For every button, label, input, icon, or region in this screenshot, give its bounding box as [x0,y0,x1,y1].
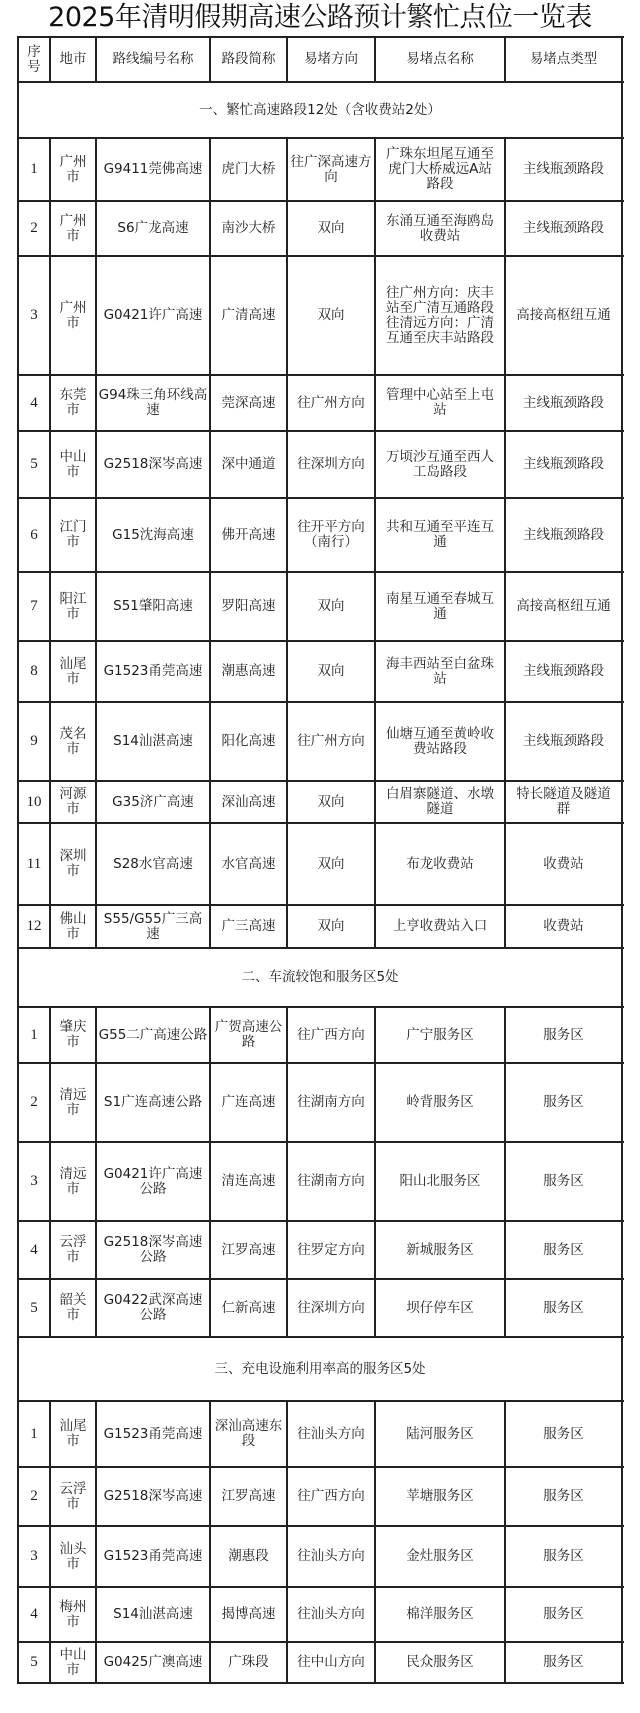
row-number: 3 [30,307,38,323]
table-rule [95,1400,97,1684]
direction: 往广州方向 [297,394,365,411]
segment-name: 罗阳高速 [221,598,276,614]
route-name: G35济广高速 [112,793,194,810]
table-rule [18,1525,624,1527]
city: 茂名市 [59,725,87,757]
congestion-point: 棉洋服务区 [406,1606,474,1622]
congestion-point: 上亨收费站入口 [392,918,488,934]
route-name: G94珠三角环线高速 [98,387,208,418]
point-type: 主线瓶颈路段 [523,220,604,236]
point-type: 服务区 [543,1241,584,1258]
congestion-point: 白眉寨隧道、水墩隧道 [386,786,494,817]
point-type: 服务区 [543,1488,584,1504]
row-number: 4 [30,394,38,411]
table-rule [504,1006,506,1338]
row-number: 2 [30,220,38,236]
segment-name: 广三高速 [221,918,276,934]
congestion-point: 阳山北服务区 [399,1173,481,1189]
table-rule [209,137,211,949]
table-rule [18,571,624,573]
table-rule [18,497,624,499]
row-number: 5 [30,1654,38,1670]
segment-name: 莞深高速 [221,394,276,411]
point-type: 服务区 [543,1654,584,1670]
table-rule [18,640,624,642]
congestion-point: 东涌互通至海鸥岛收费站 [386,212,494,244]
table-rule [18,200,624,202]
segment-name: 南沙大桥 [221,220,276,236]
row-number: 2 [30,1488,38,1504]
segment-name: 水官高速 [221,855,276,872]
segment-name: 深汕高速东段 [214,1418,283,1449]
congestion-point: 坝仔停车区 [406,1299,474,1316]
point-type: 主线瓶颈路段 [523,161,604,177]
table-rule [286,137,288,949]
city: 云浮市 [59,1480,87,1512]
direction: 往深圳方向 [297,1299,365,1316]
row-number: 7 [30,598,38,614]
table-rule [286,1400,288,1684]
table-rule [18,1062,624,1064]
column-header: 路线编号名称 [112,51,194,67]
table-rule [95,1006,97,1338]
table-rule [18,36,624,38]
point-type: 主线瓶颈路段 [523,526,604,543]
direction: 往广州方向 [297,733,365,749]
section-heading: 三、充电设施利用率高的服务区5处 [214,1360,426,1377]
congestion-point: 万顷沙互通至西人工岛路段 [386,448,494,480]
direction: 往开平方向（南行） [297,519,365,550]
table-rule [18,1220,624,1222]
table-rule [18,1278,624,1280]
segment-name: 江罗高速 [221,1488,276,1504]
city: 清远市 [59,1165,87,1197]
table-rule [374,36,376,83]
point-type: 主线瓶颈路段 [523,394,604,411]
point-type: 服务区 [543,1173,584,1189]
direction: 双向 [317,793,345,810]
table-rule [18,1006,624,1008]
row-number: 3 [30,1173,38,1189]
city: 广州市 [59,299,87,331]
table-rule [504,1400,506,1684]
direction: 往深圳方向 [297,456,365,472]
row-number: 5 [30,456,38,472]
row-number: 8 [30,663,38,679]
route-name: S1广连高速公路 [103,1094,203,1110]
route-name: G1523甬莞高速 [103,663,203,679]
city: 云浮市 [59,1234,87,1265]
route-name: G0425广澳高速 [103,1654,203,1670]
segment-name: 广珠段 [228,1654,269,1670]
row-number: 3 [30,1548,38,1564]
table-rule [209,36,211,83]
column-header: 地市 [59,51,87,67]
table-rule [18,430,624,432]
segment-name: 潮惠高速 [221,663,276,679]
city: 梅州市 [59,1598,87,1630]
direction: 往广深高速方向 [290,153,372,185]
row-number: 1 [30,1425,38,1442]
city: 韶关市 [59,1292,87,1323]
city: 中山市 [59,448,87,480]
city: 广州市 [59,153,87,185]
route-name: S14汕湛高速 [113,733,193,749]
route-name: S55/G55广三高速 [103,910,203,942]
congestion-point: 金灶服务区 [406,1548,474,1564]
route-name: G0421许广高速 [103,307,203,323]
table-rule [49,36,51,83]
segment-name: 佛开高速 [221,526,276,543]
table-rule [374,137,376,949]
direction: 往湖南方向 [297,1094,365,1110]
route-name: G0422武深高速公路 [103,1292,203,1323]
table-rule [374,1006,376,1338]
route-name: S51肇阳高速 [113,598,193,614]
table-rule [18,822,624,824]
city: 佛山市 [59,910,87,942]
city: 东莞市 [59,387,87,418]
table-rule [18,374,624,376]
point-type: 收费站 [543,855,584,872]
route-name: G1523甬莞高速 [103,1548,203,1564]
direction: 往广西方向 [297,1488,365,1504]
table-rule [18,1466,624,1468]
point-type: 高接高枢纽互通 [516,598,611,614]
city: 清远市 [59,1086,87,1118]
table-rule [504,137,506,949]
table-rule [18,1682,624,1684]
table-rule [18,947,624,949]
point-type: 主线瓶颈路段 [523,456,604,472]
table-rule [17,36,19,1684]
point-type: 主线瓶颈路段 [523,733,604,749]
segment-name: 江罗高速 [221,1241,276,1258]
section-heading: 二、车流较饱和服务区5处 [241,969,399,985]
table-rule [49,137,51,949]
direction: 往汕头方向 [297,1425,365,1442]
route-name: G15沈海高速 [112,526,194,543]
congestion-point: 岭背服务区 [406,1094,474,1110]
congestion-point: 南星互通至春城互通 [386,590,494,622]
table-rule [95,36,97,83]
city: 汕尾市 [59,655,87,687]
route-name: G2518深岑高速 [103,1488,203,1504]
congestion-point: 仙塘互通至黄岭收费站路段 [386,725,494,757]
row-number: 5 [30,1299,38,1316]
row-number: 10 [26,793,42,810]
city: 肇庆市 [59,1019,87,1050]
congestion-point: 民众服务区 [406,1654,474,1670]
table-rule [18,1641,624,1643]
column-header: 易堵点名称 [406,51,474,67]
direction: 往汕头方向 [297,1548,365,1564]
row-number: 4 [30,1241,38,1258]
row-number: 6 [30,526,38,543]
row-number: 1 [30,1026,38,1043]
segment-name: 潮惠段 [228,1548,269,1564]
segment-name: 揭博高速 [221,1606,276,1622]
direction: 双向 [317,855,345,872]
segment-name: 深汕高速 [221,793,276,810]
table-rule [209,1006,211,1338]
route-name: G1523甬莞高速 [103,1425,203,1442]
congestion-point: 管理中心站至上屯站 [386,387,494,418]
segment-name: 深中通道 [221,456,276,472]
page-title: 2025年清明假期高速公路预计繁忙点位一览表 [48,2,592,33]
point-type: 服务区 [543,1548,584,1564]
direction: 双向 [317,307,345,323]
table-rule [18,1336,624,1338]
row-number: 1 [30,161,38,177]
table-rule [18,1586,624,1588]
point-type: 特长隧道及隧道群 [516,786,611,817]
point-type: 服务区 [543,1094,584,1110]
table-rule [504,36,506,83]
segment-name: 仁新高速 [221,1299,276,1316]
table-rule [18,780,624,782]
direction: 双向 [317,220,345,236]
table-rule [286,1006,288,1338]
point-type: 收费站 [543,918,584,934]
city: 深圳市 [59,848,87,879]
table-rule [18,1400,624,1402]
column-header: 易堵方向 [304,51,358,67]
route-name: S6广龙高速 [117,220,189,236]
direction: 往湖南方向 [297,1173,365,1189]
direction: 双向 [317,663,345,679]
city: 广州市 [59,212,87,244]
congestion-point: 共和互通至平连互通 [386,519,494,550]
city: 汕头市 [59,1540,87,1572]
table-rule [621,36,623,1684]
section-heading: 一、繁忙高速路段12处（含收费站2处） [199,101,441,118]
city: 河源市 [59,786,87,817]
row-number: 12 [26,918,42,934]
segment-name: 广清高速 [221,307,276,323]
table-rule [374,1400,376,1684]
row-number: 11 [26,855,42,872]
table-rule [18,1141,624,1143]
city: 江门市 [59,519,87,550]
direction: 往中山方向 [297,1654,365,1670]
table-rule [95,137,97,949]
table-rule [18,255,624,257]
route-name: G0421许广高速公路 [103,1165,203,1197]
congestion-point: 苹塘服务区 [406,1488,474,1504]
direction: 双向 [317,598,345,614]
congestion-point: 布龙收费站 [406,855,474,872]
segment-name: 阳化高速 [221,733,276,749]
point-type: 高接高枢纽互通 [516,307,611,323]
table-rule [18,81,624,83]
table-rule [209,1400,211,1684]
point-type: 服务区 [543,1606,584,1622]
segment-name: 广连高速 [221,1094,276,1110]
table-rule [49,1400,51,1684]
table-rule [18,701,624,703]
table-rule [286,36,288,83]
congestion-point: 广宁服务区 [406,1026,474,1043]
column-header: 路段简称 [221,51,276,67]
direction: 双向 [317,918,345,934]
direction: 往广西方向 [297,1026,365,1043]
city: 中山市 [59,1646,87,1678]
point-type: 主线瓶颈路段 [523,663,604,679]
congestion-point: 广珠东坦尾互通至虎门大桥威远A站路段 [386,146,494,192]
table-rule [49,1006,51,1338]
route-name: G2518深岑高速公路 [103,1234,203,1265]
point-type: 服务区 [543,1026,584,1043]
route-name: S14汕湛高速 [113,1606,193,1622]
congestion-point: 陆河服务区 [406,1425,474,1442]
column-header: 序号 [27,43,41,75]
city: 汕尾市 [59,1418,87,1449]
point-type: 服务区 [543,1425,584,1442]
table-rule [18,137,624,139]
row-number: 4 [30,1606,38,1622]
column-header: 易堵点类型 [529,51,598,67]
point-type: 服务区 [543,1299,584,1316]
congestion-point: 往广州方向：庆丰站至广清互通路段 往清远方向：广清互通至庆丰站路段 [386,284,494,346]
segment-name: 广贺高速公路 [214,1019,283,1050]
congestion-point: 海丰西站至白盆珠站 [386,655,494,687]
table-rule [18,904,624,906]
route-name: S28水官高速 [113,855,193,872]
direction: 往罗定方向 [297,1241,365,1258]
segment-name: 虎门大桥 [221,161,276,177]
congestion-point: 新城服务区 [406,1241,474,1258]
city: 阳江市 [59,590,87,622]
row-number: 2 [30,1094,38,1110]
route-name: G55二广高速公路 [98,1026,208,1043]
row-number: 9 [30,733,38,749]
segment-name: 清连高速 [221,1173,276,1189]
route-name: G2518深岑高速 [103,456,203,472]
direction: 往汕头方向 [297,1606,365,1622]
route-name: G9411莞佛高速 [103,161,203,177]
